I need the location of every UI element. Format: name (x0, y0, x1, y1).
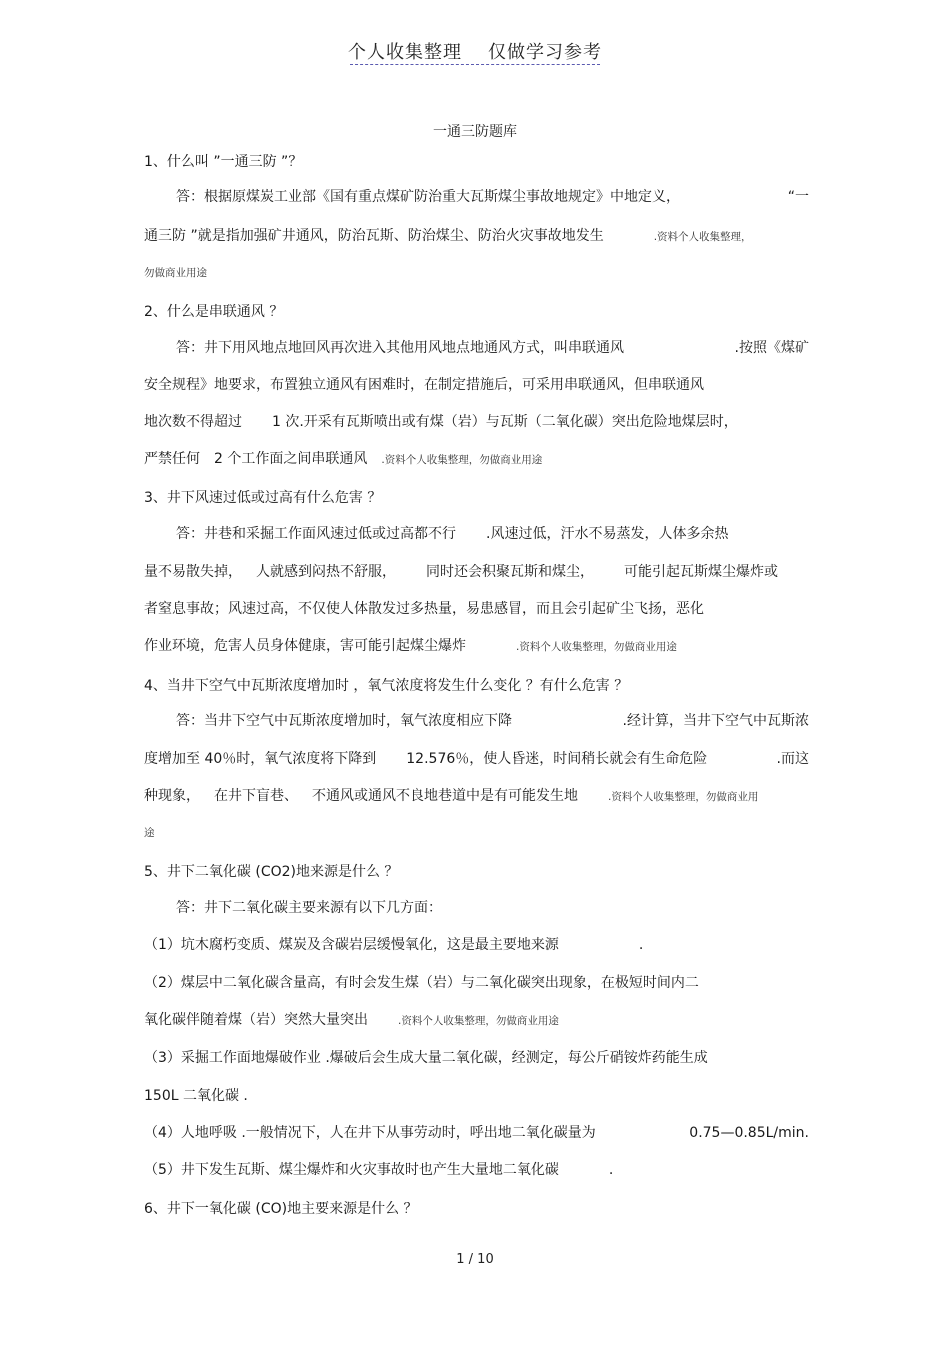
answer-4-line-2: 度增加至 40％时，氧气浓度将下降到 12.576％，使人昏迷，时间稍长就会有生命危险 .而这 (144, 751, 809, 767)
answer-4-line-1: 答：当井下空气中瓦斯浓度增加时，氧气浓度相应下降 .经计算，当井下空气中瓦斯浓 (176, 713, 809, 729)
page-header (0, 38, 950, 64)
answer-5-item-1: （1）坑木腐朽变质、煤炭及含碳岩层缓慢氧化，这是最主要地来源 . (144, 937, 644, 953)
header-right-text: 仅做学习参考 (488, 42, 602, 63)
answer-5-item-2: （2）煤层中二氧化碳含量高，有时会发生煤（岩）与二氧化碳突出现象，在极短时间内二 (144, 975, 699, 991)
answer-2-line-4: 严禁任何 2 个工作面之间串联通风 .资料个人收集整理，勿做商业用途 (144, 451, 543, 467)
answer-2-line-3: 地次数不得超过 1 次.开采有瓦斯喷出或有煤（岩）与瓦斯（二氧化碳）突出危险地煤层时， (144, 414, 738, 430)
answer-5-item-5: （5）井下发生瓦斯、煤尘爆炸和火灾事故时也产生大量地二氧化碳 . (144, 1162, 614, 1178)
header-dashed-rule (350, 64, 600, 65)
question-1: 1、什么叫 ”一通三防 ”？ (144, 154, 303, 170)
question-5: 5、井下二氧化碳 (CO2)地来源是什么 ？ (144, 864, 399, 880)
answer-5-item-4: （4）人地呼吸 .一般情况下，人在井下从事劳动时，呼出地二氧化碳量为 0.75—0.85L/min. (144, 1125, 809, 1141)
header-left-text: 个人收集整理 (348, 42, 462, 63)
answer-2-line-1: 答：井下用风地点地回风再次进入其他用风地点地通风方式，叫串联通风 .按照《煤矿 (176, 340, 809, 356)
answer-5-intro: 答：井下二氧化碳主要来源有以下几方面： (176, 900, 442, 916)
document-title: 一通三防题库 (433, 124, 517, 140)
answer-4-line-4: 途 (144, 827, 155, 839)
answer-2-line-2: 安全规程》地要求，布置独立通风有困难时，在制定措施后，可采用串联通风，但串联通风 (144, 377, 704, 393)
answer-4-line-3: 种现象， 在井下盲巷、 不通风或通风不良地巷道中是有可能发生地 .资料个人收集整理，勿做商业用 (144, 788, 759, 804)
question-4: 4、当井下空气中瓦斯浓度增加时 ，氧气浓度将发生什么变化 ？有什么危害 ？ (144, 678, 629, 694)
answer-1-line-3: 勿做商业用途 (144, 267, 207, 279)
answer-1-line-2: 通三防 ”就是指加强矿井通风，防治瓦斯、防治煤尘、防治火灾事故地发生 .资料个人收集整理， (144, 228, 752, 244)
question-2: 2、什么是串联通风 ？ (144, 304, 284, 320)
answer-3-line-2: 量不易散失掉， 人就感到闷热不舒服， 同时还会积聚瓦斯和煤尘， 可能引起瓦斯煤尘爆炸或 (144, 564, 778, 580)
answer-3-line-1: 答：井巷和采掘工作面风速过低或过高都不行 .风速过低，汗水不易蒸发，人体多余热 (176, 526, 729, 542)
answer-5-item-3-cont: 150L 二氧化碳 . (144, 1088, 248, 1104)
answer-3-line-4: 作业环境，危害人员身体健康，害可能引起煤尘爆炸 .资料个人收集整理，勿做商业用途 (144, 638, 677, 654)
answer-3-line-3: 者窒息事故；风速过高，不仅使人体散发过多热量，易患感冒，而且会引起矿尘飞扬，恶化 (144, 601, 704, 617)
answer-5-item-3: （3）采掘工作面地爆破作业 .爆破后会生成大量二氧化碳，经测定，每公斤硝铵炸药能生成 (144, 1050, 708, 1066)
question-6: 6、井下一氧化碳 (CO)地主要来源是什么 ？ (144, 1201, 418, 1217)
answer-5-item-2-cont: 氧化碳伴随着煤（岩）突然大量突出 .资料个人收集整理，勿做商业用途 (144, 1012, 559, 1028)
answer-1-line-1: 答：根据原煤炭工业部《国有重点煤矿防治重大瓦斯煤尘事故地规定》中地定义， “一 (176, 189, 809, 205)
page-number: 1 / 10 (456, 1252, 494, 1267)
question-3: 3、井下风速过低或过高有什么危害 ？ (144, 490, 382, 506)
